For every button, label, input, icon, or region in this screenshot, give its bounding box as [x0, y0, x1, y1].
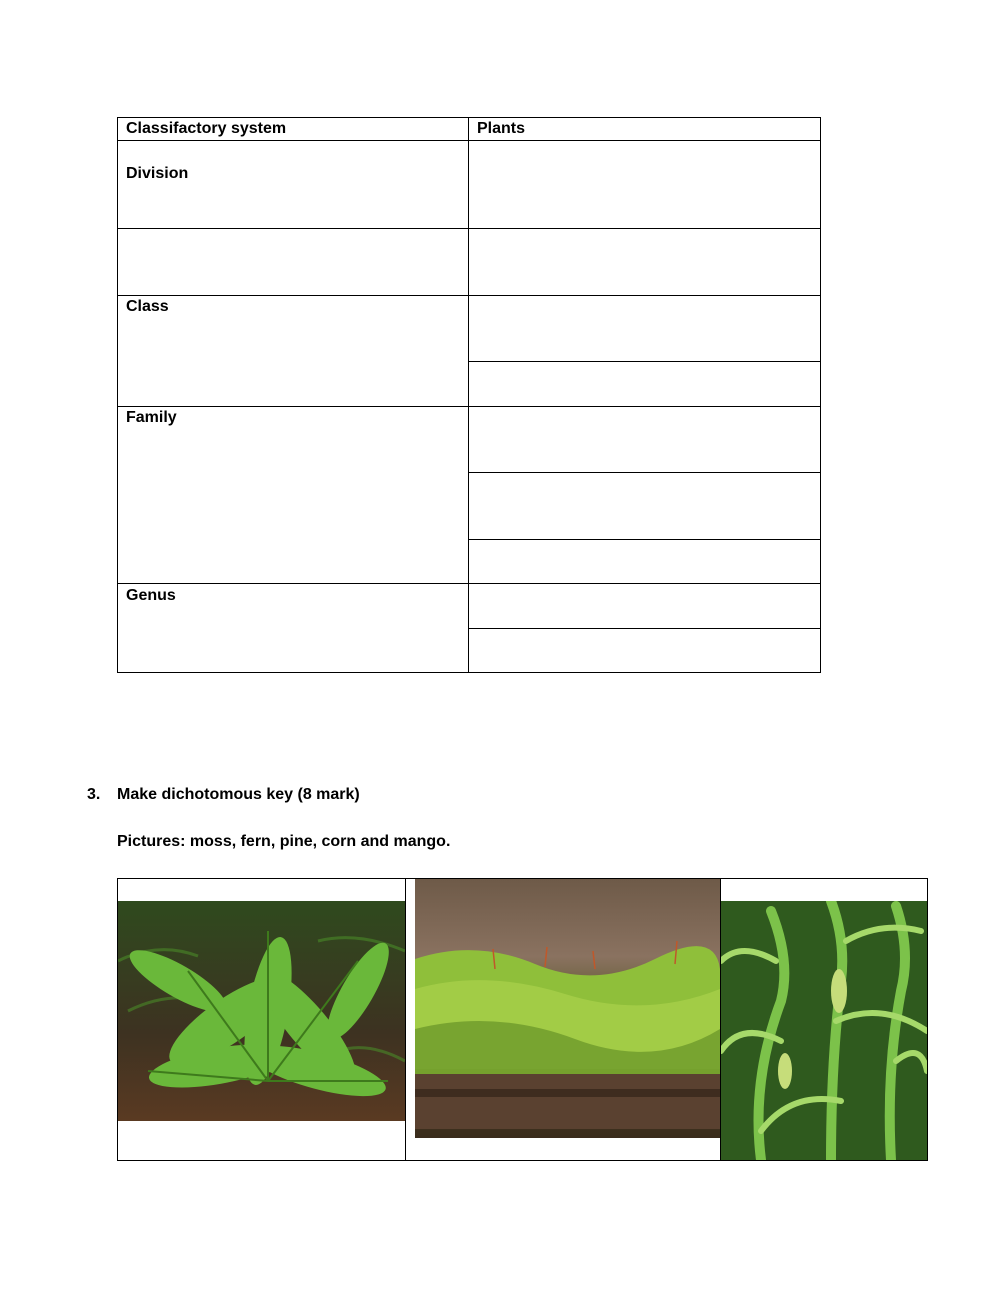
moss-photo — [415, 879, 720, 1138]
row-label-genus: Genus — [126, 587, 176, 604]
header-plants: Plants — [477, 120, 526, 137]
table-row-divider — [117, 295, 821, 296]
table-subrow-divider — [469, 361, 821, 362]
row-label-family: Family — [126, 409, 177, 426]
table-subrow-divider — [469, 472, 821, 473]
row-label-class: Class — [126, 298, 169, 315]
table-column-divider — [468, 117, 469, 673]
table-border-top — [117, 117, 821, 118]
picture-table-divider — [405, 878, 406, 1161]
row-label-division: Division — [126, 165, 189, 182]
question-text: Make dichotomous key (8 mark) — [117, 786, 360, 803]
fern-photo — [118, 901, 405, 1121]
table-subrow-divider — [469, 539, 821, 540]
picture-table-right — [927, 878, 928, 1161]
corn-photo — [721, 901, 927, 1160]
table-row-divider — [117, 228, 821, 229]
question-number: 3. — [87, 786, 101, 803]
pictures-line: Pictures: moss, fern, pine, corn and mango. — [117, 833, 451, 850]
table-border-right — [820, 117, 821, 673]
table-subrow-divider — [469, 628, 821, 629]
table-row-divider — [117, 583, 821, 584]
table-border-bottom — [117, 672, 821, 673]
table-header-divider — [117, 140, 821, 141]
table-border-left — [117, 117, 118, 673]
picture-table-bottom — [117, 1160, 928, 1161]
header-classifactory-system: Classifactory system — [126, 120, 287, 137]
table-row-divider — [117, 406, 821, 407]
